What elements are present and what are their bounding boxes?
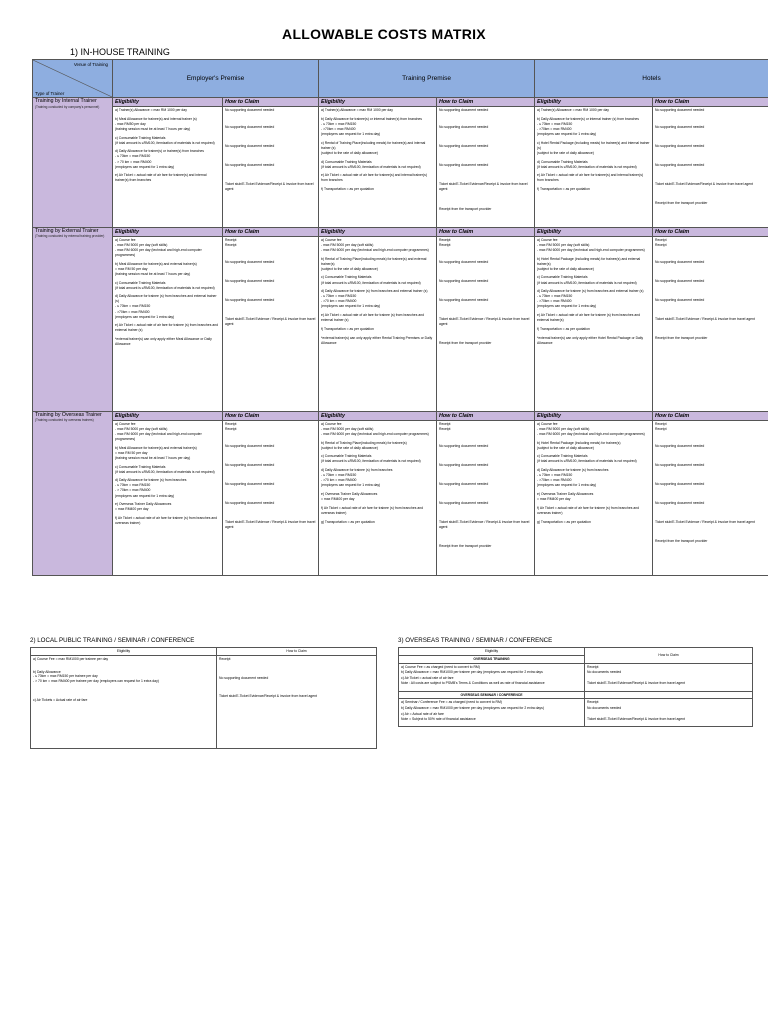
eligibility-subheader: Eligibility xyxy=(113,227,223,236)
trainer-type-note: (Training conducted by external training provider) xyxy=(35,234,105,239)
s3-claim: No documents needed xyxy=(587,706,622,711)
claim-method: No supporting document needed xyxy=(439,278,489,283)
eligibility-item: *external trainer(s) can only apply either Meal Allowance or Daily Allowance xyxy=(115,337,212,347)
eligibility-item: a) Trainer(s) Allowance = max RM 1000 per day xyxy=(321,108,393,112)
eligibility-subheader: Eligibility xyxy=(113,411,223,420)
claim-method: Ticket stub/E-Ticket Evidence / Receipt & invoice from travel agent xyxy=(225,520,316,530)
eligibility-item: e) Overseas Trainer Daily Allowances = max RM400 per day xyxy=(321,492,378,502)
eligibility-item: c) Consumable Training Materials (if total amount is ≤RM100, itemization of materials is not required) xyxy=(537,454,637,464)
eligibility-item: f) Transportation = as per quotation xyxy=(537,326,590,331)
eligibility-cell xyxy=(113,107,223,228)
overseas-training-table xyxy=(398,647,753,727)
claim-method: Receipt Receipt xyxy=(655,237,667,247)
eligibility-item: *external trainer(s) can only apply either Hotel Rental Package or Daily Allowance xyxy=(537,335,644,345)
s3-group2-title-spacer xyxy=(585,691,753,699)
claim-method: No supporting document needed xyxy=(655,482,705,487)
claim-method: No supporting document needed xyxy=(655,443,705,448)
trainer-type-name: Training by Overseas Trainer xyxy=(35,411,102,418)
eligibility-item: d) Daily Allowance for trainee (s) from branches and external trainer (s) - ≤ 70km = max RM150 - >70 km = max RM400 (employers can request for 1 extra day) xyxy=(321,289,428,309)
eligibility-item: f) Air Ticket = actual rate of air fare for trainee (s) from branches and overseas trainer) xyxy=(321,505,424,515)
s3-claim: Ticket stub/E-Ticket Evidence/Receipt & invoice from travel agent xyxy=(587,681,685,686)
claim-method: No supporting document needed xyxy=(439,125,489,130)
claim-cell xyxy=(223,107,319,228)
claim-method: No supporting document needed xyxy=(225,259,275,264)
s2-claim: No supporting document needed xyxy=(219,675,269,680)
eligibility-item: a) Trainer(s) Allowance = max RM 1000 per day xyxy=(115,108,187,112)
claim-method: Receipt Receipt xyxy=(439,237,451,247)
eligibility-item: b) Daily Allowance for trainee(s) or internal trainer(s) from branches - ≤ 70km = max RM150 - >70km = max RM400 (employers can request for 1 extra day) xyxy=(321,116,423,136)
claim-method: Ticket stub/E-Ticket Evidence/Receipt & invoice from travel agent xyxy=(439,182,528,192)
s2-body-row xyxy=(31,655,377,748)
s3-claim: Ticket stub/E-Ticket Evidence/Receipt & invoice from travel agent xyxy=(587,716,685,721)
claim-method: No supporting document needed xyxy=(655,125,705,130)
eligibility-item: a) Trainer(s) Allowance = max RM 1000 per day xyxy=(537,108,609,112)
corner-venue-label: Venue of Training xyxy=(73,62,108,67)
claim-cell xyxy=(437,236,535,411)
how-to-claim-subheader: How to Claim xyxy=(653,98,768,107)
s3-claim-header: How to Claim xyxy=(585,648,753,664)
eligibility-item: e) Air Ticket = actual rate of air fare for trainee(s) and internal trainer(s) from branches xyxy=(321,173,428,183)
matrix-subheader-row xyxy=(33,98,768,107)
eligibility-item: d) Daily Allowance for trainee (s) from branches and external trainer (s) - ≤ 70km = max RM150 - >70km = max RM400 (employers can request for 1 extra day) xyxy=(537,289,644,309)
eligibility-item: b) Daily Allowance for trainee(s) or internal trainer (s) from branches - ≤ 70km = max RM150 - >70km = max RM400 (employers can request for 1 extra day) xyxy=(537,116,639,136)
claim-method: No supporting document needed xyxy=(655,144,705,149)
eligibility-item: b) Meal Allowance for trainee(s) and external trainer(s) = max RM 50 per day (training session must be at least 7 hours per day) xyxy=(115,445,197,460)
claim-cell xyxy=(223,236,319,411)
s3-group2-row xyxy=(399,699,753,727)
allowable-costs-matrix xyxy=(32,59,768,576)
eligibility-item: d) Daily Allowance for trainer(s) or trainee(s) from branches - ≤ 70km = max RM150 - > 70 km = max RM400 (employers can request for 1 extra day) xyxy=(115,149,204,169)
matrix-content-row xyxy=(33,236,768,411)
s3-group1-title: OVERSEAS TRAINING xyxy=(399,655,585,663)
s3-item: a) Course Fee = as charged (need to convert to RM) xyxy=(401,664,480,669)
claim-method: No supporting document needed xyxy=(655,259,705,264)
eligibility-item: e) Overseas Trainer Daily Allowances = max RM400 per day xyxy=(537,492,594,502)
row-label-cell xyxy=(33,227,113,411)
eligibility-cell xyxy=(319,236,437,411)
claim-cell xyxy=(653,107,768,228)
claim-cell xyxy=(437,107,535,228)
column-header-hotels: Hotels xyxy=(535,60,768,98)
claim-method: Receipt from the transport provider xyxy=(655,201,708,206)
eligibility-item: e) Overseas Trainer Daily Allowances = max RM400 per day xyxy=(115,502,172,512)
claim-method: No supporting document needed xyxy=(439,462,489,467)
eligibility-subheader: Eligibility xyxy=(319,411,437,420)
claim-method: No supporting document needed xyxy=(439,144,489,149)
eligibility-cell xyxy=(113,236,223,411)
claim-method: Receipt from the transport provider xyxy=(439,341,492,346)
how-to-claim-subheader: How to Claim xyxy=(223,227,319,236)
eligibility-cell xyxy=(319,107,437,228)
eligibility-item: c) Consumable Training Materials (if total amount is ≤RM100, itemization of materials is not required) xyxy=(321,275,421,285)
eligibility-item: a) Course fee - max RM 5000 per day (soft skills) - max RM 6000 per day (technical and high-end computer programmes) xyxy=(321,421,429,436)
how-to-claim-subheader: How to Claim xyxy=(437,98,535,107)
claim-method: Receipt Receipt xyxy=(439,421,451,431)
claim-method: No supporting document needed xyxy=(439,298,489,303)
how-to-claim-subheader: How to Claim xyxy=(437,411,535,420)
claim-method: No supporting document needed xyxy=(439,482,489,487)
s3-claim: Receipt xyxy=(587,700,599,705)
claim-method: No supporting document needed xyxy=(225,443,275,448)
claim-method: No supporting document needed xyxy=(655,278,705,283)
trainer-type-name: Training by External Trainer xyxy=(35,227,99,234)
how-to-claim-subheader: How to Claim xyxy=(223,98,319,107)
eligibility-item: f) Air Ticket = actual rate of air fare for trainee (s) from branches and overseas trainer) xyxy=(115,516,218,526)
claim-method: No supporting document needed xyxy=(655,462,705,467)
s3-group1-row xyxy=(399,663,753,691)
claim-method: Receipt from the transport provider xyxy=(439,544,492,549)
eligibility-item: b) Meal Allowance for trainee(s) and external trainer(s) = max RM 50 per day (training session must be at least 7 hours per day) xyxy=(115,261,197,276)
s2-eligibility-cell xyxy=(31,655,217,748)
eligibility-item: f) Transportation = as per quotation xyxy=(321,326,374,331)
trainer-type-note: (Training conducted by company's personnel) xyxy=(35,104,100,109)
how-to-claim-subheader: How to Claim xyxy=(437,227,535,236)
s3-group2-eligibility xyxy=(399,699,585,727)
section-3-heading: 3) OVERSEAS TRAINING / SEMINAR / CONFERENCE xyxy=(398,637,553,644)
claim-method: No supporting document needed xyxy=(439,259,489,264)
eligibility-item: d) Daily Allowance for trainee (s) from branches and external trainer (s) - ≤ 70km = max RM150 - >70km = max RM400 (employers can request for 1 extra day) xyxy=(115,294,217,319)
claim-method: No supporting document needed xyxy=(225,278,275,283)
row-label-cell xyxy=(33,411,113,575)
claim-method: No supporting document needed xyxy=(225,482,275,487)
column-header-employers-premise: Employer's Premise xyxy=(113,60,319,98)
eligibility-item: c) Consumable Training Materials (if total amount is ≤RM100, itemization of materials is not required) xyxy=(115,464,215,474)
eligibility-item: c) Consumable Training Materials (if total amount is ≤RM100, itemization of materials is not required) xyxy=(115,135,215,145)
eligibility-subheader: Eligibility xyxy=(535,411,653,420)
eligibility-item: b) Rental of Training Place(including meals) for trainee(s) and external trainer(s) (subject to the rate of daily allowance) xyxy=(321,256,427,271)
eligibility-item: a) Course fee - max RM 5000 per day (soft skills) - max RM 6000 per day (technical and high-end computer programmes) xyxy=(115,237,202,257)
eligibility-item: *external trainer(s) can only apply either Rental Training Premises or Daily Allowance xyxy=(321,335,433,345)
s2-item: c) Air Tickets = Actual rate of air fare xyxy=(33,697,88,702)
eligibility-cell xyxy=(319,420,437,575)
eligibility-item: d) Daily Allowance for trainee (s) from branches - ≤ 70km = max RM150 - > 70km = max RM400 (employers can request for 1 extra day) xyxy=(115,478,187,498)
claim-cell xyxy=(653,236,768,411)
s3-group1-claims xyxy=(585,663,753,691)
eligibility-item: c) Rental of Training Place(including meals) for trainee(s) and internal trainer (s) (subject to the rate of daily allowance) xyxy=(321,140,426,155)
s2-item: b) Daily Allowance - ≤ 70km = max RM150 per trainee per day - > 70 km = max RM400 per trainee per day (employers can request for 1 extra day) xyxy=(33,669,159,684)
claim-method: Receipt Receipt xyxy=(655,421,667,431)
eligibility-item: f) Transportation = as per quotation xyxy=(537,187,590,192)
eligibility-item: e) Air Ticket = actual rate of air fare for trainee (s) from branches and external trainer(s) xyxy=(537,313,641,323)
claim-method: No supporting document needed xyxy=(225,298,275,303)
local-public-training-table xyxy=(30,647,377,749)
s2-item: a) Course Fee = max RM1000 per trainee per day xyxy=(33,656,109,661)
claim-method: Ticket stub/E-Ticket Evidence/Receipt & invoice from travel agent xyxy=(655,182,753,187)
row-label-cell xyxy=(33,98,113,228)
claim-method: No supporting document needed xyxy=(655,298,705,303)
claim-method: No supporting document needed xyxy=(439,443,489,448)
claim-method: Receipt from the transport provider xyxy=(655,539,708,544)
claim-method: Ticket stub/E-Ticket Evidence / Receipt & invoice from travel agent xyxy=(225,317,316,327)
eligibility-item: d) Daily Allowance for trainee (s) from branches - ≤ 70km = max RM150 - >70 km = max RM400 (employers can request for 1 extra day) xyxy=(321,468,393,488)
eligibility-item: a) Course fee - max RM 5000 per day (soft skills) - max RM 6000 per day (technical and high-end computer programmes) xyxy=(321,237,429,252)
how-to-claim-subheader: How to Claim xyxy=(653,227,768,236)
eligibility-item: g) Transportation = as per quotation xyxy=(321,519,375,524)
eligibility-item: f) Transportation = as per quotation xyxy=(321,187,374,192)
trainer-type-name: Training by Internal Trainer xyxy=(35,98,97,104)
s3-group2-title: OVERSEAS SEMINAR / CONFERENCE xyxy=(399,691,585,699)
eligibility-cell xyxy=(535,236,653,411)
eligibility-item: a) Course fee - max RM 5000 per day (soft skills) - max RM 6000 per day (technical and high-end computer programmes) xyxy=(115,421,202,441)
eligibility-item: f) Air Ticket = actual rate of air fare for trainee (s) from branches and overseas trainer) xyxy=(537,505,640,515)
eligibility-item: a) Course fee - max RM 5000 per day (soft skills) - max RM 6000 per day (technical and high-end computer programmes) xyxy=(537,237,645,252)
s3-group2-claims xyxy=(585,699,753,727)
eligibility-item: c) Consumable Training Materials (if total amount is ≤RM100, itemization of materials is not required) xyxy=(537,275,637,285)
claim-method: Receipt from the transport provider xyxy=(655,336,708,341)
eligibility-item: d) Consumable Training Materials (if total amount is ≤RM100, itemization of materials is not required) xyxy=(537,159,637,169)
claim-cell xyxy=(223,420,319,575)
matrix-content-row xyxy=(33,107,768,228)
matrix-subheader-row xyxy=(33,227,768,236)
s2-claim: Receipt xyxy=(219,656,231,661)
claim-method: Ticket stub/E-Ticket Evidence / Receipt & invoice from travel agent xyxy=(655,520,755,525)
section-2-heading: 2) LOCAL PUBLIC TRAINING / SEMINAR / CONFERENCE xyxy=(30,637,195,644)
eligibility-item: c) Consumable Training Materials (if total amount is ≤RM100, itemization of materials is not required) xyxy=(321,454,421,464)
claim-method: Receipt from the transport provider xyxy=(439,206,492,211)
s3-item: c) Air Ticket = actual rate of air fare Note : All costs are subject to PSMB's Terms & Conditions as well as rate of financial assistance xyxy=(401,676,545,685)
claim-method: No supporting document needed xyxy=(655,163,705,168)
s2-claim-header: How to Claim xyxy=(217,648,377,656)
how-to-claim-subheader: How to Claim xyxy=(653,411,768,420)
trainer-type-note: (Training conducted by overseas trainers) xyxy=(35,418,94,423)
section-1-heading: 1) IN-HOUSE TRAINING xyxy=(70,47,170,57)
eligibility-cell xyxy=(535,107,653,228)
eligibility-item: b) Meal Allowance for trainee(s) and internal trainer (s) - max RM50 per day (training session must be at least 7 hours per day) xyxy=(115,116,197,131)
claim-method: No supporting document needed xyxy=(655,108,705,112)
claim-cell xyxy=(653,420,768,575)
s2-claim-cell xyxy=(217,655,377,748)
corner-type-label: Type of Trainer xyxy=(35,91,65,96)
s3-eligibility-header: Eligibility xyxy=(399,648,585,656)
eligibility-subheader: Eligibility xyxy=(319,98,437,107)
matrix-content-row xyxy=(33,420,768,575)
claim-method: Receipt Receipt xyxy=(225,421,237,431)
claim-method: No supporting document needed xyxy=(225,501,275,506)
s3-item: c) Air = Actual rate of air fare Note = Subject to 50% rate of financial assistance xyxy=(401,711,476,721)
how-to-claim-subheader: How to Claim xyxy=(223,411,319,420)
eligibility-subheader: Eligibility xyxy=(113,98,223,107)
eligibility-subheader: Eligibility xyxy=(319,227,437,236)
claim-method: Ticket stub/E-Ticket Evidence / Receipt & invoice from travel agent xyxy=(439,520,530,530)
eligibility-item: d) Consumable Training Materials (if total amount is ≤RM100, itemization of materials is not required) xyxy=(321,159,421,169)
eligibility-item: d) Daily Allowance for trainee (s) from branches - ≤ 70km = max RM150 - >70km = max RM400 (employers can request for 1 extra day) xyxy=(537,468,609,488)
s3-group1-eligibility xyxy=(399,663,585,691)
claim-method: Ticket stub/E-Ticket Evidence / Receipt & invoice from travel agent xyxy=(655,317,755,322)
eligibility-item: e) Air Ticket = actual rate of air fare for trainee(s) and internal trainer(s) from branches xyxy=(115,173,207,183)
claim-method: No supporting document needed xyxy=(225,125,275,130)
s3-claim: Receipt xyxy=(587,664,599,669)
s3-item: a) Seminar / Conference Fee = as charged (need to convert to RM) xyxy=(401,700,502,705)
eligibility-item: c) Hotel Rental Package (including meals) for trainee(s) and internal trainer (s) (subject to the rate of daily allowance) xyxy=(537,140,650,155)
eligibility-cell xyxy=(113,420,223,575)
claim-cell xyxy=(437,420,535,575)
matrix-corner-cell xyxy=(33,60,113,98)
eligibility-item: a) Course fee - max RM 5000 per day (soft skills) - max RM 6000 per day (technical and high-end computer programmes) xyxy=(537,421,645,436)
eligibility-item: g) Transportation = as per quotation xyxy=(537,519,591,524)
s2-eligibility-header: Eligibility xyxy=(31,648,217,656)
eligibility-item: e) Air Ticket = actual rate of air fare for trainee(s) and internal trainer(s) from branches xyxy=(537,173,644,183)
s2-claim: Ticket stub/E-Ticket Evidence/Receipt & invoice from travel agent xyxy=(219,694,317,699)
claim-method: No supporting document needed xyxy=(225,144,275,149)
claim-method: No supporting document needed xyxy=(439,501,489,506)
matrix-subheader-row xyxy=(33,411,768,420)
claim-method: No supporting document needed xyxy=(225,462,275,467)
eligibility-subheader: Eligibility xyxy=(535,98,653,107)
s3-item: b) Daily Allowance = max RM1000 per trainee per day (employers can request for 2 extra days xyxy=(401,670,543,675)
claim-method: Ticket stub/E-Ticket Evidence/Receipt & invoice from travel agent xyxy=(225,182,314,192)
eligibility-item: e) Air Ticket = actual rate of air fare for trainee (s) from branches and external trainer (s) xyxy=(321,313,424,323)
page-title: ALLOWABLE COSTS MATRIX xyxy=(282,26,486,42)
column-header-training-premise: Training Premise xyxy=(319,60,535,98)
eligibility-item: b) Hotel Rental Package (including meals) for trainee(s) and external trainer(s) (subject to the rate of daily allowance) xyxy=(537,256,641,271)
claim-method: No supporting document needed xyxy=(655,501,705,506)
eligibility-item: b) Rental of Training Place(including meals) for trainee(s) (subject to the rate of daily allowance) xyxy=(321,440,407,450)
matrix-body xyxy=(33,98,768,576)
claim-method: No supporting document needed xyxy=(439,163,489,168)
claim-method: No supporting document needed xyxy=(225,163,275,168)
eligibility-subheader: Eligibility xyxy=(535,227,653,236)
claim-method: Receipt Receipt xyxy=(225,237,237,247)
claim-method: No supporting document needed xyxy=(439,108,489,112)
eligibility-cell xyxy=(535,420,653,575)
eligibility-item: c) Consumable Training Materials (if total amount is ≤RM100, itemization of materials is not required) xyxy=(115,280,215,290)
claim-method: Ticket stub/E-Ticket Evidence / Receipt & invoice from travel agent xyxy=(439,317,530,327)
claim-method: No supporting document needed xyxy=(225,108,275,112)
eligibility-item: e) Air Ticket = actual rate of air fare for trainee (s) from branches and external trainer (s) xyxy=(115,323,218,333)
s3-claim: No documents needed xyxy=(587,670,622,675)
eligibility-item: b) Hotel Rental Package (including meals) for trainee(s) (subject to the rate of daily allowance) xyxy=(537,440,621,450)
s3-item: b) Daily Allowance = max RM1000 per trainee per day (employers can request for 2 extra days) xyxy=(401,706,544,711)
